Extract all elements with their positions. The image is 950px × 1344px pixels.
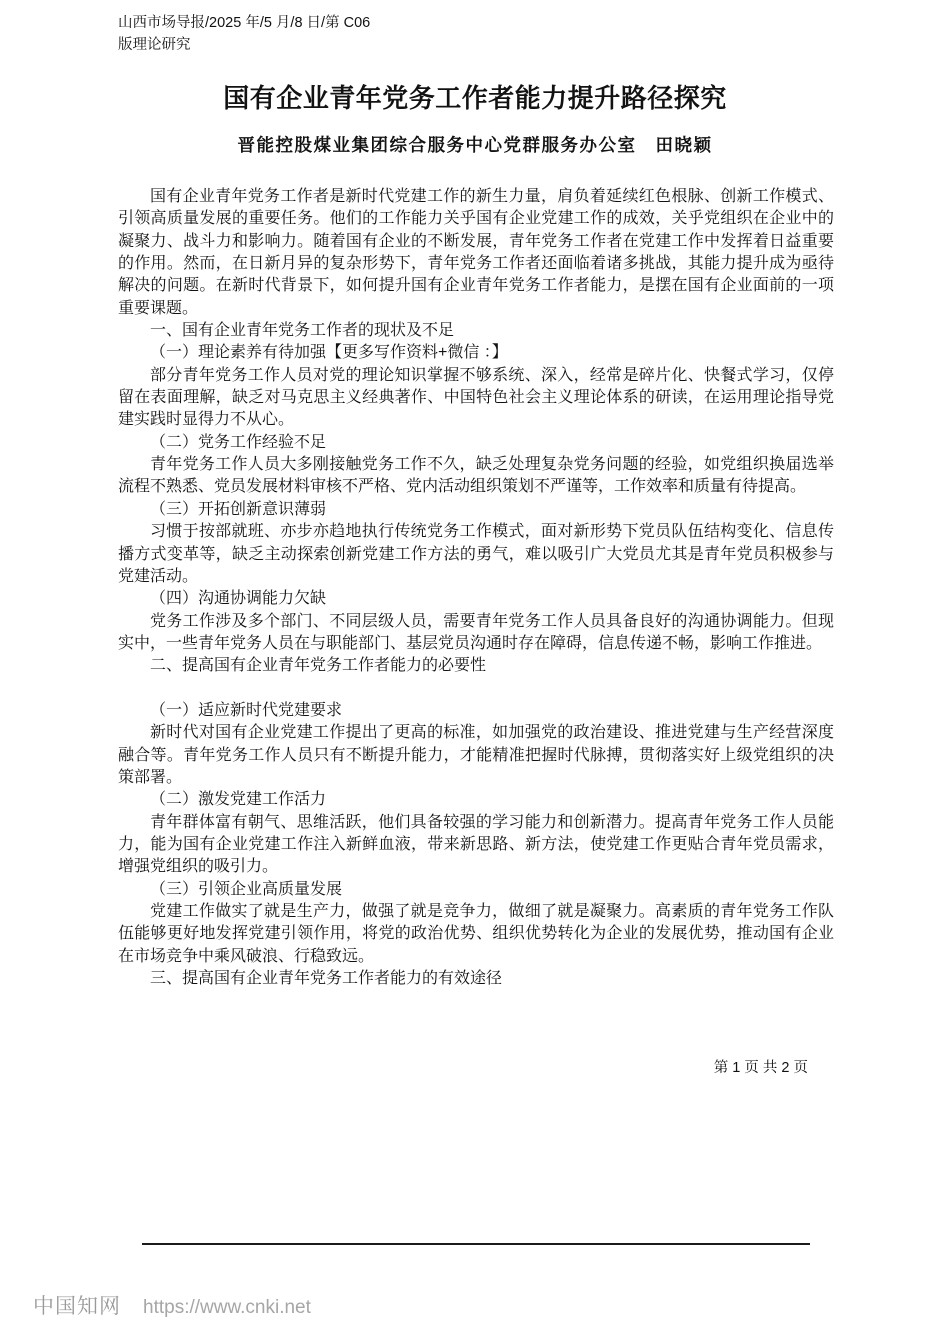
- header-source-line: 山西市场导报/2025 年/5 月/8 日/第 C06: [118, 15, 371, 31]
- article-body: [118, 186, 834, 990]
- section-heading: 三、提高国有企业青年党务工作者能力的有效途径: [150, 970, 503, 988]
- paragraph: 习惯于按部就班、亦步亦趋地执行传统党务工作模式，面对新形势下党员队伍结构变化、信息传播方式变革等，缺乏主动探索创新党建工作方法的勇气，难以吸引广大党员尤其是青年党员积极参与党建活动。: [118, 523, 834, 585]
- footer-divider: [142, 1243, 810, 1245]
- subsection-heading: （三）开拓创新意识薄弱: [150, 500, 327, 518]
- subsection-heading: （二）激发党建工作活力: [150, 791, 327, 809]
- blank-line: [118, 678, 834, 700]
- intro-paragraph: 国有企业青年党务工作者是新时代党建工作的新生力量，肩负着延续红色根脉、创新工作模式、引领高质量发展的重要任务。他们的工作能力关乎国有企业党建工作的成效，关乎党组织在企业中的凝聚力、战斗力和影响力。随着国有企业的不断发展，青年党务工作者在党建工作中发挥着日益重要的作用。然而，在日新月异的复杂形势下，青年党务工作者还面临着诸多挑战，其能力提升成为亟待解决的问题。在新时代背景下，如何提升国有企业青年党务工作者能力，是摆在国有企业面前的一项重要课题。: [118, 188, 834, 317]
- paragraph: 党务工作涉及多个部门、不同层级人员，需要青年党务工作人员具备良好的沟通协调能力。但现实中，一些青年党务人员在与职能部门、基层党员沟通时存在障碍，信息传递不畅，影响工作推进。: [118, 612, 834, 652]
- cnki-url: https://www.cnki.net: [143, 1297, 311, 1318]
- subsection-heading: （一）理论素养有待加强【更多写作资料+微信 ：】: [150, 344, 508, 362]
- cnki-watermark: [33, 1290, 311, 1320]
- page-number: 第 1 页 共 2 页: [713, 1060, 808, 1076]
- subsection-heading: （四）沟通协调能力欠缺: [150, 590, 327, 608]
- article-title: 国有企业青年党务工作者能力提升路径探究: [223, 83, 727, 113]
- subsection-heading: （三）引领企业高质量发展: [150, 880, 343, 898]
- paragraph: 新时代对国有企业党建工作提出了更高的标准，如加强党的政治建设、推进党建与生产经营深度融合等。青年党务工作人员只有不断提升能力，才能精准把握时代脉搏，贯彻落实好上级党组织的决策部署。: [118, 724, 834, 786]
- cnki-logo-text: 中国知网: [33, 1295, 121, 1318]
- paragraph: 青年党务工作人员大多刚接触党务工作不久，缺乏处理复杂党务问题的经验，如党组织换届选举流程不熟悉、党员发展材料审核不严格、党内活动组织策划不严谨等，工作效率和质量有待提高。: [118, 456, 834, 496]
- header-section-line: 版理论研究: [118, 37, 191, 53]
- paragraph: 部分青年党务工作人员对党的理论知识掌握不够系统、深入，经常是碎片化、快餐式学习，仅停留在表面理解，缺乏对马克思主义经典著作、中国特色社会主义理论体系的研读，在运用理论指导党建实践时显得力不从心。: [118, 366, 834, 429]
- section-heading: 二、提高国有企业青年党务工作者能力的必要性: [150, 657, 487, 675]
- subsection-heading: （二）党务工作经验不足: [150, 433, 327, 451]
- paragraph: 青年群体富有朝气、思维活跃，他们具备较强的学习能力和创新潜力。提高青年党务工作人员能力，能为国有企业党建工作注入新鲜血液，带来新思路、新方法，使党建工作更贴合青年党员需求，增强党组织的吸引力。: [118, 813, 834, 876]
- paragraph: 党建工作做实了就是生产力，做强了就是竞争力，做细了就是凝聚力。高素质的青年党务工作队伍能够更好地发挥党建引领作用，将党的政治优势、组织优势转化为企业的发展优势，推动国有企业在市场竞争中乘风破浪、行稳致远。: [118, 903, 834, 965]
- section-heading: 一、国有企业青年党务工作者的现状及不足: [150, 322, 455, 340]
- subsection-heading: （一）适应新时代党建要求: [150, 701, 343, 719]
- article-byline: 晋能控股煤业集团综合服务中心党群服务办公室 田晓颖: [237, 135, 713, 155]
- document-header: [118, 12, 370, 56]
